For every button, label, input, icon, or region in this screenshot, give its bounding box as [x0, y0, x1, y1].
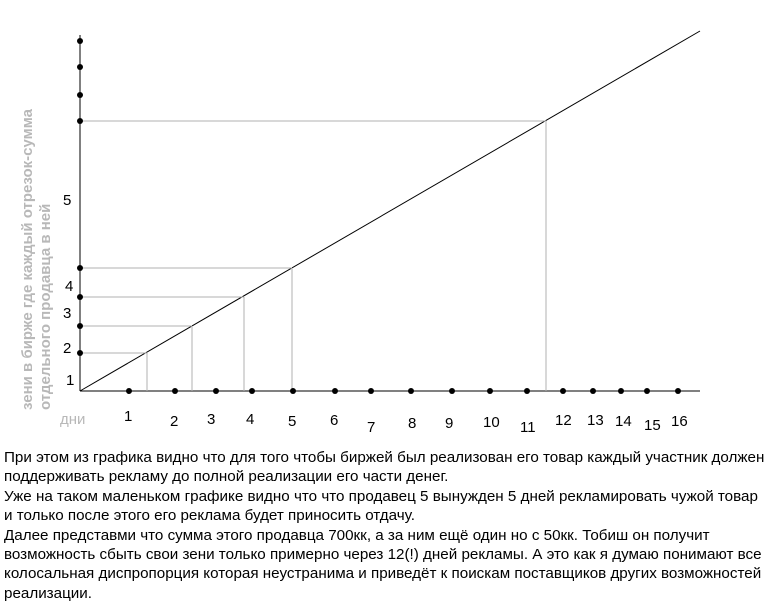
y-level-label: 4	[65, 278, 74, 295]
x-dot	[524, 388, 530, 394]
y-level-label: 3	[63, 305, 72, 322]
x-dot	[487, 388, 493, 394]
y-dot	[77, 323, 83, 329]
y-dot	[77, 64, 83, 70]
x-dot	[290, 388, 296, 394]
y-level-label: 5	[63, 192, 72, 209]
x-tick-label: 7	[367, 419, 376, 436]
x-dot	[618, 388, 624, 394]
x-tick-label: 11	[520, 419, 536, 436]
x-tick-label: 5	[288, 413, 297, 430]
y-level-label: 2	[63, 340, 72, 357]
x-tick-label: 3	[207, 411, 216, 428]
x-tick-label: 4	[246, 411, 255, 428]
x-dot	[675, 388, 681, 394]
x-tick-label: 1	[124, 408, 133, 425]
y-dot	[77, 92, 83, 98]
x-dot	[449, 388, 455, 394]
x-tick-label: 14	[615, 413, 632, 430]
x-tick-label: 12	[555, 412, 572, 429]
y-dot	[77, 118, 83, 124]
x-tick-label: 15	[644, 417, 661, 434]
caption-paragraph: При этом из графика видно что для того чтобы биржей был реализован его товар каждый участник должен поддерживать рекламу до полной реализации его части денег.	[4, 449, 765, 486]
x-dot	[590, 388, 596, 394]
x-dot	[126, 388, 132, 394]
x-dot	[368, 388, 374, 394]
x-axis-label: дни	[60, 411, 86, 428]
y-dot	[77, 38, 83, 44]
x-dot	[408, 388, 414, 394]
x-tick-label: 6	[330, 412, 339, 429]
diagonal-line	[80, 31, 700, 391]
caption-paragraph: Уже на таком маленьком графике видно что что продавец 5 вынужден 5 дней рекламировать чужой товар и только после этого его реклама будет приносить отдачу.	[4, 487, 758, 525]
x-tick-label: 16	[671, 413, 688, 430]
x-tick-label: 2	[170, 413, 179, 430]
x-tick-label: 13	[587, 412, 604, 429]
x-dot	[213, 388, 219, 394]
x-dot	[249, 388, 255, 394]
y-axis-label-line1: зени в бирже где каждый отрезок-сумма	[19, 109, 36, 410]
x-dot	[644, 388, 650, 394]
y-dot	[77, 265, 83, 271]
caption	[4, 448, 770, 603]
x-dot	[560, 388, 566, 394]
y-axis-label-line2: отдельного продавца в ней	[37, 203, 54, 410]
x-tick-label: 9	[445, 415, 454, 432]
x-dot	[332, 388, 338, 394]
x-dot	[172, 388, 178, 394]
y-dot	[77, 350, 83, 356]
x-tick-label: 8	[408, 415, 417, 432]
y-dot	[77, 294, 83, 300]
y-level-label: 1	[66, 372, 75, 389]
caption-paragraph: Далее представми что сумма этого продавца 700кк, а за ним ещё один но с 50кк. Тобиш он получит возможность сбыть свои зени только примерно через 12(!) дней рекламы. А это как я думаю понимают все колосальная диспропорция которая неустранима и приведёт к поискам поставщиков других возможностей реализации.	[4, 526, 762, 602]
x-tick-label: 10	[483, 414, 500, 431]
